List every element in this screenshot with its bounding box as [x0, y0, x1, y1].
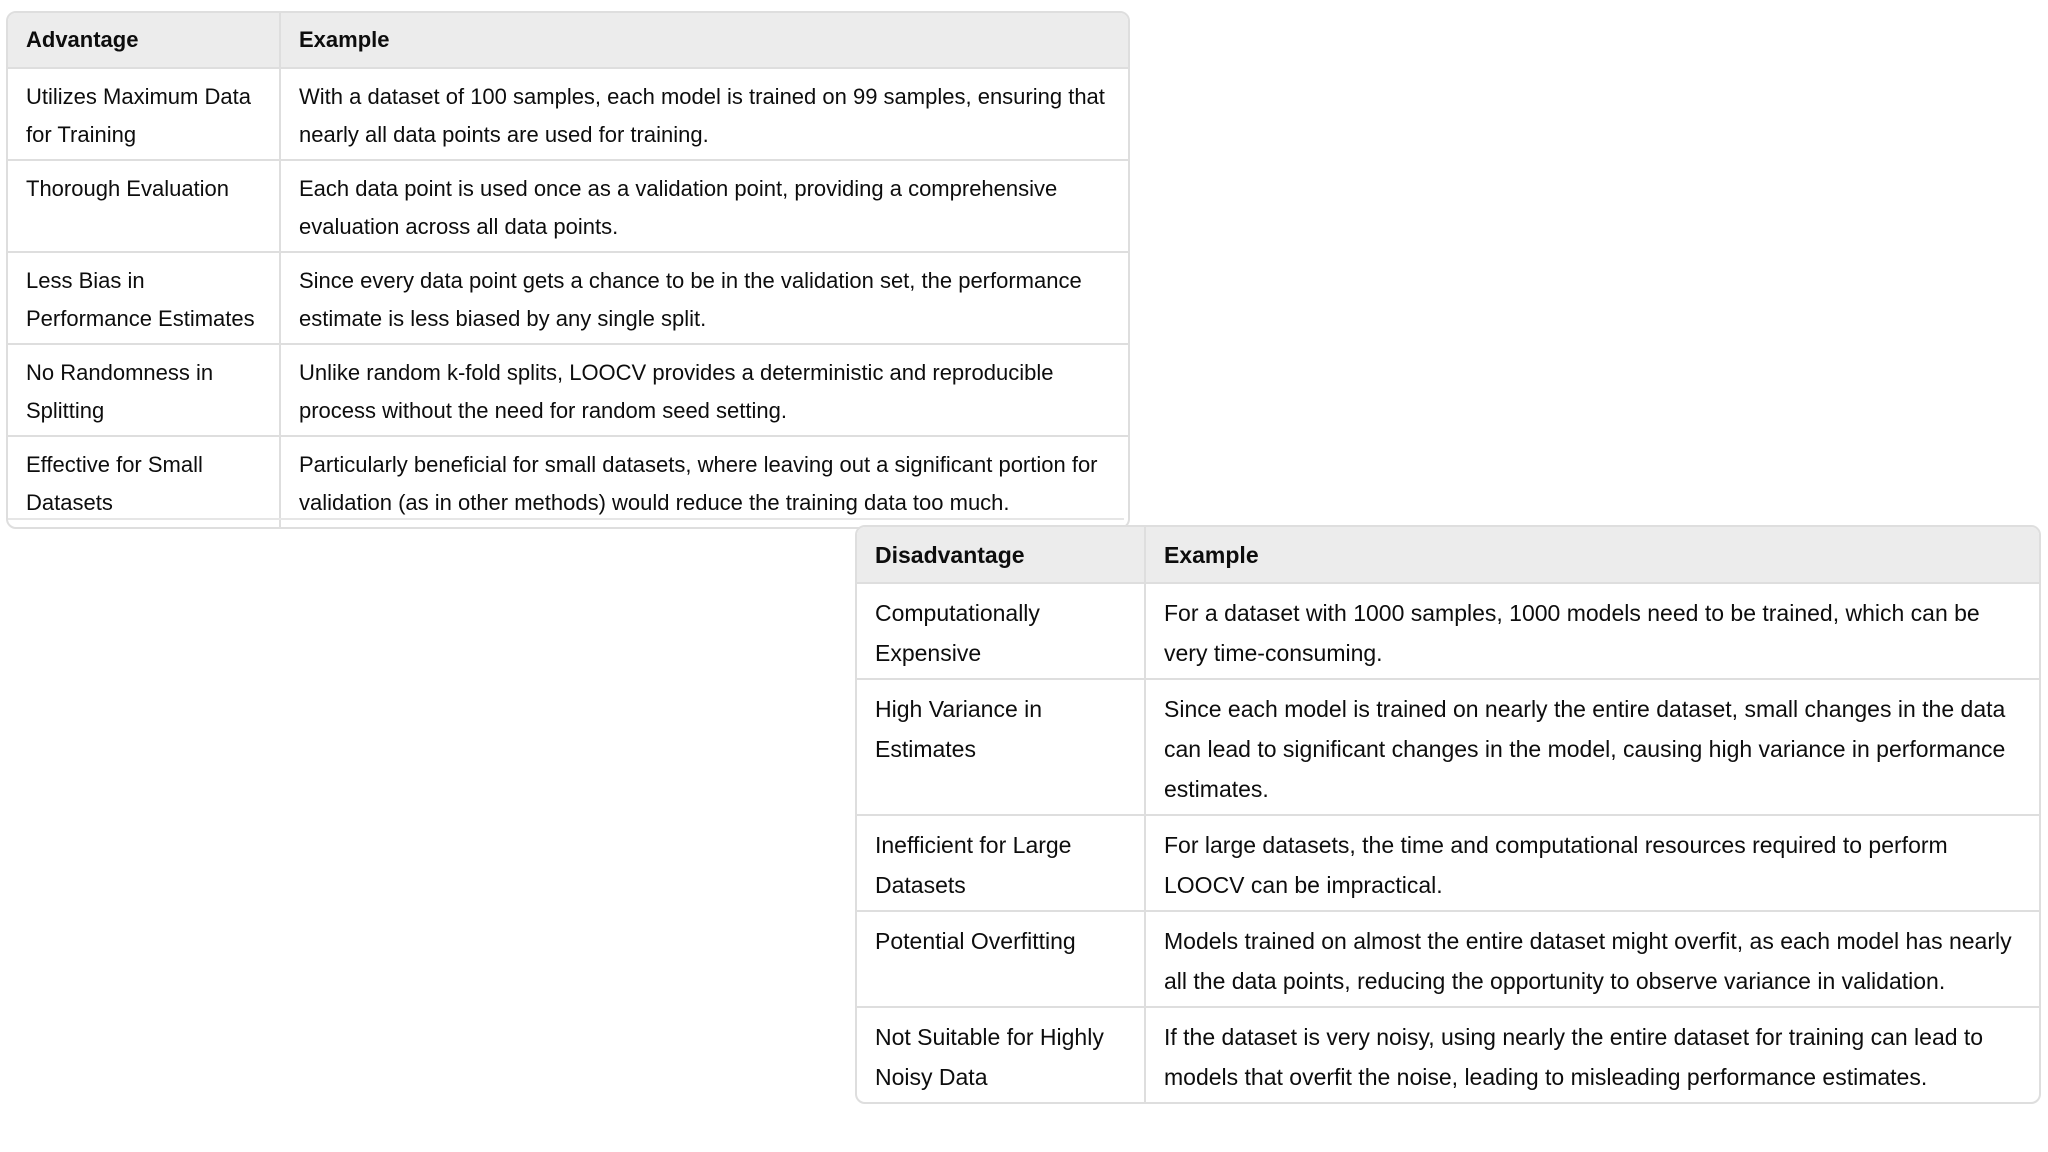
- advantage-cell: Utilizes Maximum Data for Training: [8, 68, 280, 160]
- column-header-advantage: Advantage: [8, 13, 280, 68]
- table-row: [857, 679, 2039, 815]
- table-row: [857, 911, 2039, 1007]
- table-row: [8, 68, 1128, 160]
- disadvantage-cell: Inefficient for Large Datasets: [857, 815, 1145, 911]
- example-cell: Particularly beneficial for small datasets, where leaving out a significant portion for validation (as in other methods) would reduce the training data too much.: [299, 452, 1098, 515]
- example-cell: If the dataset is very noisy, using nearly the entire dataset for training can lead to models that overfit the noise, leading to misleading performance estimates.: [1164, 1024, 1984, 1090]
- table-row: [857, 583, 2039, 679]
- disadvantage-cell: Computationally Expensive: [857, 583, 1145, 679]
- table-row: [8, 344, 1128, 436]
- column-header-example: Example: [1145, 527, 2039, 583]
- advantage-cell: No Randomness in Splitting: [8, 344, 280, 436]
- divider: [8, 518, 1124, 520]
- table-row: [8, 436, 1128, 527]
- example-cell: For large datasets, the time and computational resources required to perform LOOCV can be impractical.: [1145, 815, 2039, 911]
- advantage-cell: Thorough Evaluation: [8, 160, 280, 252]
- table-header-row: [857, 527, 2039, 583]
- example-cell: With a dataset of 100 samples, each model is trained on 99 samples, ensuring that nearly all data points are used for training.: [280, 68, 1128, 160]
- advantages-table: [8, 13, 1128, 527]
- column-header-example: Example: [280, 13, 1128, 68]
- table-row: [857, 1007, 2039, 1102]
- table-row: [8, 160, 1128, 252]
- advantage-cell: Less Bias in Performance Estimates: [8, 252, 280, 344]
- advantage-cell: Effective for Small Datasets: [8, 436, 280, 527]
- advantages-table-container: [6, 11, 1130, 529]
- disadvantages-table-container: [855, 525, 2041, 1104]
- disadvantage-cell: Not Suitable for Highly Noisy Data: [857, 1007, 1145, 1102]
- disadvantage-cell: High Variance in Estimates: [857, 679, 1145, 815]
- example-cell: Since every data point gets a chance to be in the validation set, the performance estimate is less biased by any single split.: [280, 252, 1128, 344]
- table-row: [857, 815, 2039, 911]
- example-cell: Models trained on almost the entire dataset might overfit, as each model has nearly all the data points, reducing the opportunity to observe variance in validation.: [1145, 911, 2039, 1007]
- example-cell: Each data point is used once as a validation point, providing a comprehensive evaluation across all data points.: [280, 160, 1128, 252]
- example-cell: Unlike random k-fold splits, LOOCV provides a deterministic and reproducible process without the need for random seed setting.: [280, 344, 1128, 436]
- example-cell: Since each model is trained on nearly the entire dataset, small changes in the data can lead to significant changes in the model, causing high variance in performance estimates.: [1145, 679, 2039, 815]
- disadvantages-table: [857, 527, 2039, 1102]
- example-cell: For a dataset with 1000 samples, 1000 models need to be trained, which can be very time-consuming.: [1145, 583, 2039, 679]
- column-header-disadvantage: Disadvantage: [857, 527, 1145, 583]
- table-row: [8, 252, 1128, 344]
- disadvantage-cell: Potential Overfitting: [857, 911, 1145, 1007]
- table-header-row: [8, 13, 1128, 68]
